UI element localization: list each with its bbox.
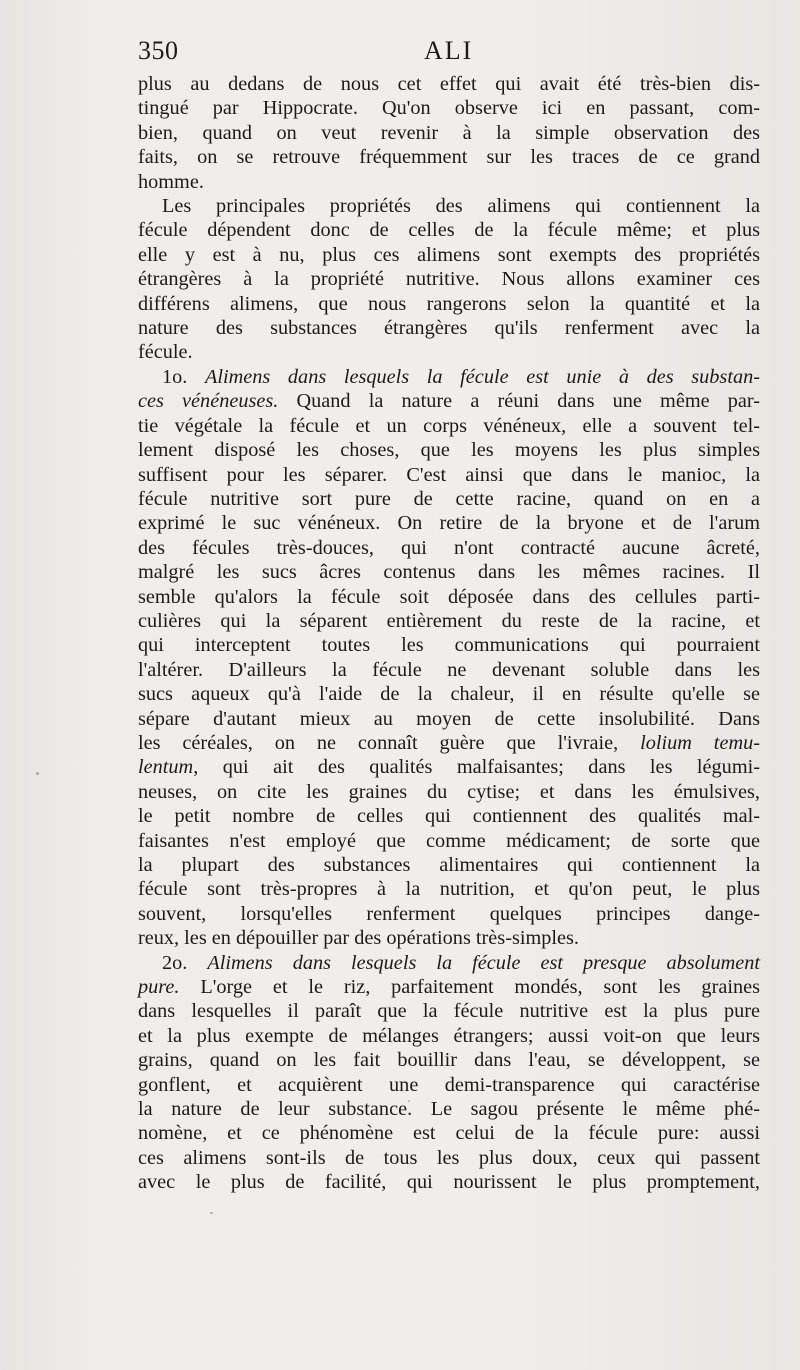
line-text: homme.	[138, 170, 204, 193]
text-line	[138, 902, 760, 926]
text-line	[138, 72, 760, 96]
body-text	[138, 72, 760, 1195]
text-line	[138, 438, 760, 462]
line-text: fécule nutritive sort pure de cette racine, quand on en a	[138, 487, 760, 510]
text-line	[138, 951, 760, 975]
italic-text: lentum	[138, 756, 194, 779]
line-text: fécule.	[138, 341, 193, 364]
text-line	[138, 316, 760, 340]
text-line	[138, 340, 760, 364]
page-number: 350	[138, 36, 179, 65]
italic-text: ces vénéneuses.	[138, 390, 279, 413]
line-text: et la plus exempte de mélanges étrangers; aussi voit-on que leurs	[138, 1024, 760, 1047]
line-text: fécule dépendent donc de celles de la fécule même; et plus	[138, 219, 760, 242]
line-text: le petit nombre de celles qui contiennent des qualités mal-	[138, 805, 760, 828]
section-number: 1o.	[162, 365, 205, 388]
text-line	[138, 731, 760, 755]
text-line	[138, 194, 760, 218]
text-line	[138, 707, 760, 731]
line-text: bien, quand on veut revenir à la simple observation des	[138, 121, 760, 144]
text-line	[138, 1073, 760, 1097]
text-line	[138, 633, 760, 657]
line-text: malgré les sucs âcres contenus dans les mêmes racines. Il	[138, 561, 760, 584]
line-text: l'altérer. D'ailleurs la fécule ne devenant soluble dans les	[138, 658, 760, 681]
text-line	[138, 829, 760, 853]
text-line	[138, 463, 760, 487]
italic-text: pure.	[138, 976, 180, 999]
line-text: des fécules très-douces, qui n'ont contracté aucune âcreté,	[138, 536, 760, 559]
line-text: , qui ait des qualités malfaisantes; dans les légumi-	[193, 756, 760, 779]
line-text: culières qui la séparent entièrement du reste de la racine, et	[138, 609, 760, 632]
line-text: Les principales propriétés des alimens qui contiennent la	[162, 195, 760, 218]
line-text: nomène, et ce phénomène est celui de la fécule pure: aussi	[138, 1122, 760, 1145]
line-text: fécule sont très-propres à la nutrition, et qu'on peut, le plus	[138, 878, 760, 901]
line-text: la nature de leur substance. Le sagou présente le même phé-	[138, 1098, 760, 1121]
text-line	[138, 682, 760, 706]
line-text: la plupart des substances alimentaires qui contiennent la	[138, 854, 760, 876]
line-text: souvent, lorsqu'elles renferment quelques principes dange-	[138, 902, 760, 925]
text-line	[138, 780, 760, 804]
text-line	[138, 487, 760, 511]
text-line	[138, 560, 760, 584]
line-text: ces alimens sont-ils de tous les plus doux, ceux qui passent	[138, 1146, 760, 1169]
paper-speck	[36, 772, 39, 775]
line-text: semble qu'alors la fécule soit déposée dans des cellules parti-	[138, 585, 760, 608]
line-text: sucs aqueux qu'à l'aide de la chaleur, il en résulte qu'elle se	[138, 683, 760, 706]
italic-text: Alimens dans lesquels la fécule est presque absolument	[207, 951, 761, 974]
line-text: tie végétale la fécule et un corps vénéneux, elle a souvent tel-	[138, 414, 760, 437]
text-line	[138, 170, 760, 194]
line-text: différens alimens, que nous rangerons selon la quantité et la	[138, 292, 760, 315]
line-text: Quand la nature a réuni dans une même par-	[278, 390, 760, 413]
line-text: suffisent pour les séparer. C'est ainsi que dans le manioc, la	[138, 463, 760, 486]
line-text: dans lesquelles il paraît que la fécule nutritive est la plus pure	[138, 1000, 760, 1023]
text-line	[138, 1024, 760, 1048]
line-text: grains, quand on les fait bouillir dans l'eau, se développent, se	[138, 1049, 760, 1072]
text-line	[138, 658, 760, 682]
text-line	[138, 267, 760, 291]
paper-speck	[210, 1212, 213, 1214]
text-line	[138, 755, 760, 779]
italic-text: Alimens dans lesquels la fécule est unie à des substan-	[204, 365, 760, 388]
text-line	[138, 1097, 760, 1121]
text-line	[138, 145, 760, 169]
text-line	[138, 121, 760, 145]
line-text: plus au dedans de nous cet effet qui avait été très-bien dis-	[138, 73, 760, 95]
line-text: faits, on se retrouve fréquemment sur les traces de ce grand	[138, 146, 760, 169]
line-text: les céréales, on ne connaît guère que l'ivraie,	[138, 731, 641, 754]
line-text: sépare d'autant mieux au moyen de cette insolubilité. Dans	[138, 707, 760, 730]
page-header	[138, 36, 764, 70]
text-line	[138, 365, 760, 389]
line-text: nature des substances étrangères qu'ils renferment avec la	[138, 317, 760, 340]
line-text: qui interceptent toutes les communications qui pourraient	[138, 634, 760, 657]
paper-speck	[408, 1100, 410, 1102]
text-line	[138, 389, 760, 413]
line-text: faisantes n'est employé que comme médicament; de sorte que	[138, 829, 760, 852]
line-text: elle y est à nu, plus ces alimens sont exempts des propriétés	[138, 243, 760, 266]
text-line	[138, 243, 760, 267]
text-line	[138, 1121, 760, 1145]
section-number: 2o.	[162, 951, 208, 974]
text-line	[138, 292, 760, 316]
text-line	[138, 536, 760, 560]
text-line	[138, 1170, 760, 1194]
text-line	[138, 1048, 760, 1072]
text-line	[138, 877, 760, 901]
line-text: tingué par Hippocrate. Qu'on observe ici en passant, com-	[138, 97, 760, 120]
text-line	[138, 414, 760, 438]
text-line	[138, 1146, 760, 1170]
line-text: étrangères à la propriété nutritive. Nous allons examiner ces	[138, 268, 760, 291]
line-text: lement disposé les choses, que les moyens les plus simples	[138, 439, 760, 462]
italic-text: lolium temu-	[640, 731, 760, 754]
line-text: L'orge et le riz, parfaitement mondés, sont les graines	[179, 976, 760, 999]
text-line	[138, 511, 760, 535]
text-line	[138, 853, 760, 877]
text-line	[138, 926, 760, 950]
text-line	[138, 585, 760, 609]
line-text: exprimé le suc vénéneux. On retire de la bryone et de l'arum	[138, 512, 760, 535]
text-line	[138, 609, 760, 633]
text-line	[138, 804, 760, 828]
text-line	[138, 999, 760, 1023]
running-head: ALI	[424, 36, 474, 65]
text-line	[138, 218, 760, 242]
text-line	[138, 96, 760, 120]
line-text: gonflent, et acquièrent une demi-transparence qui caractérise	[138, 1073, 760, 1096]
line-text: avec le plus de facilité, qui nourissent le plus promptement,	[138, 1171, 760, 1194]
line-text: reux, les en dépouiller par des opérations très-simples.	[138, 927, 579, 950]
text-line	[138, 975, 760, 999]
line-text: neuses, on cite les graines du cytise; et dans les émulsives,	[138, 780, 760, 803]
